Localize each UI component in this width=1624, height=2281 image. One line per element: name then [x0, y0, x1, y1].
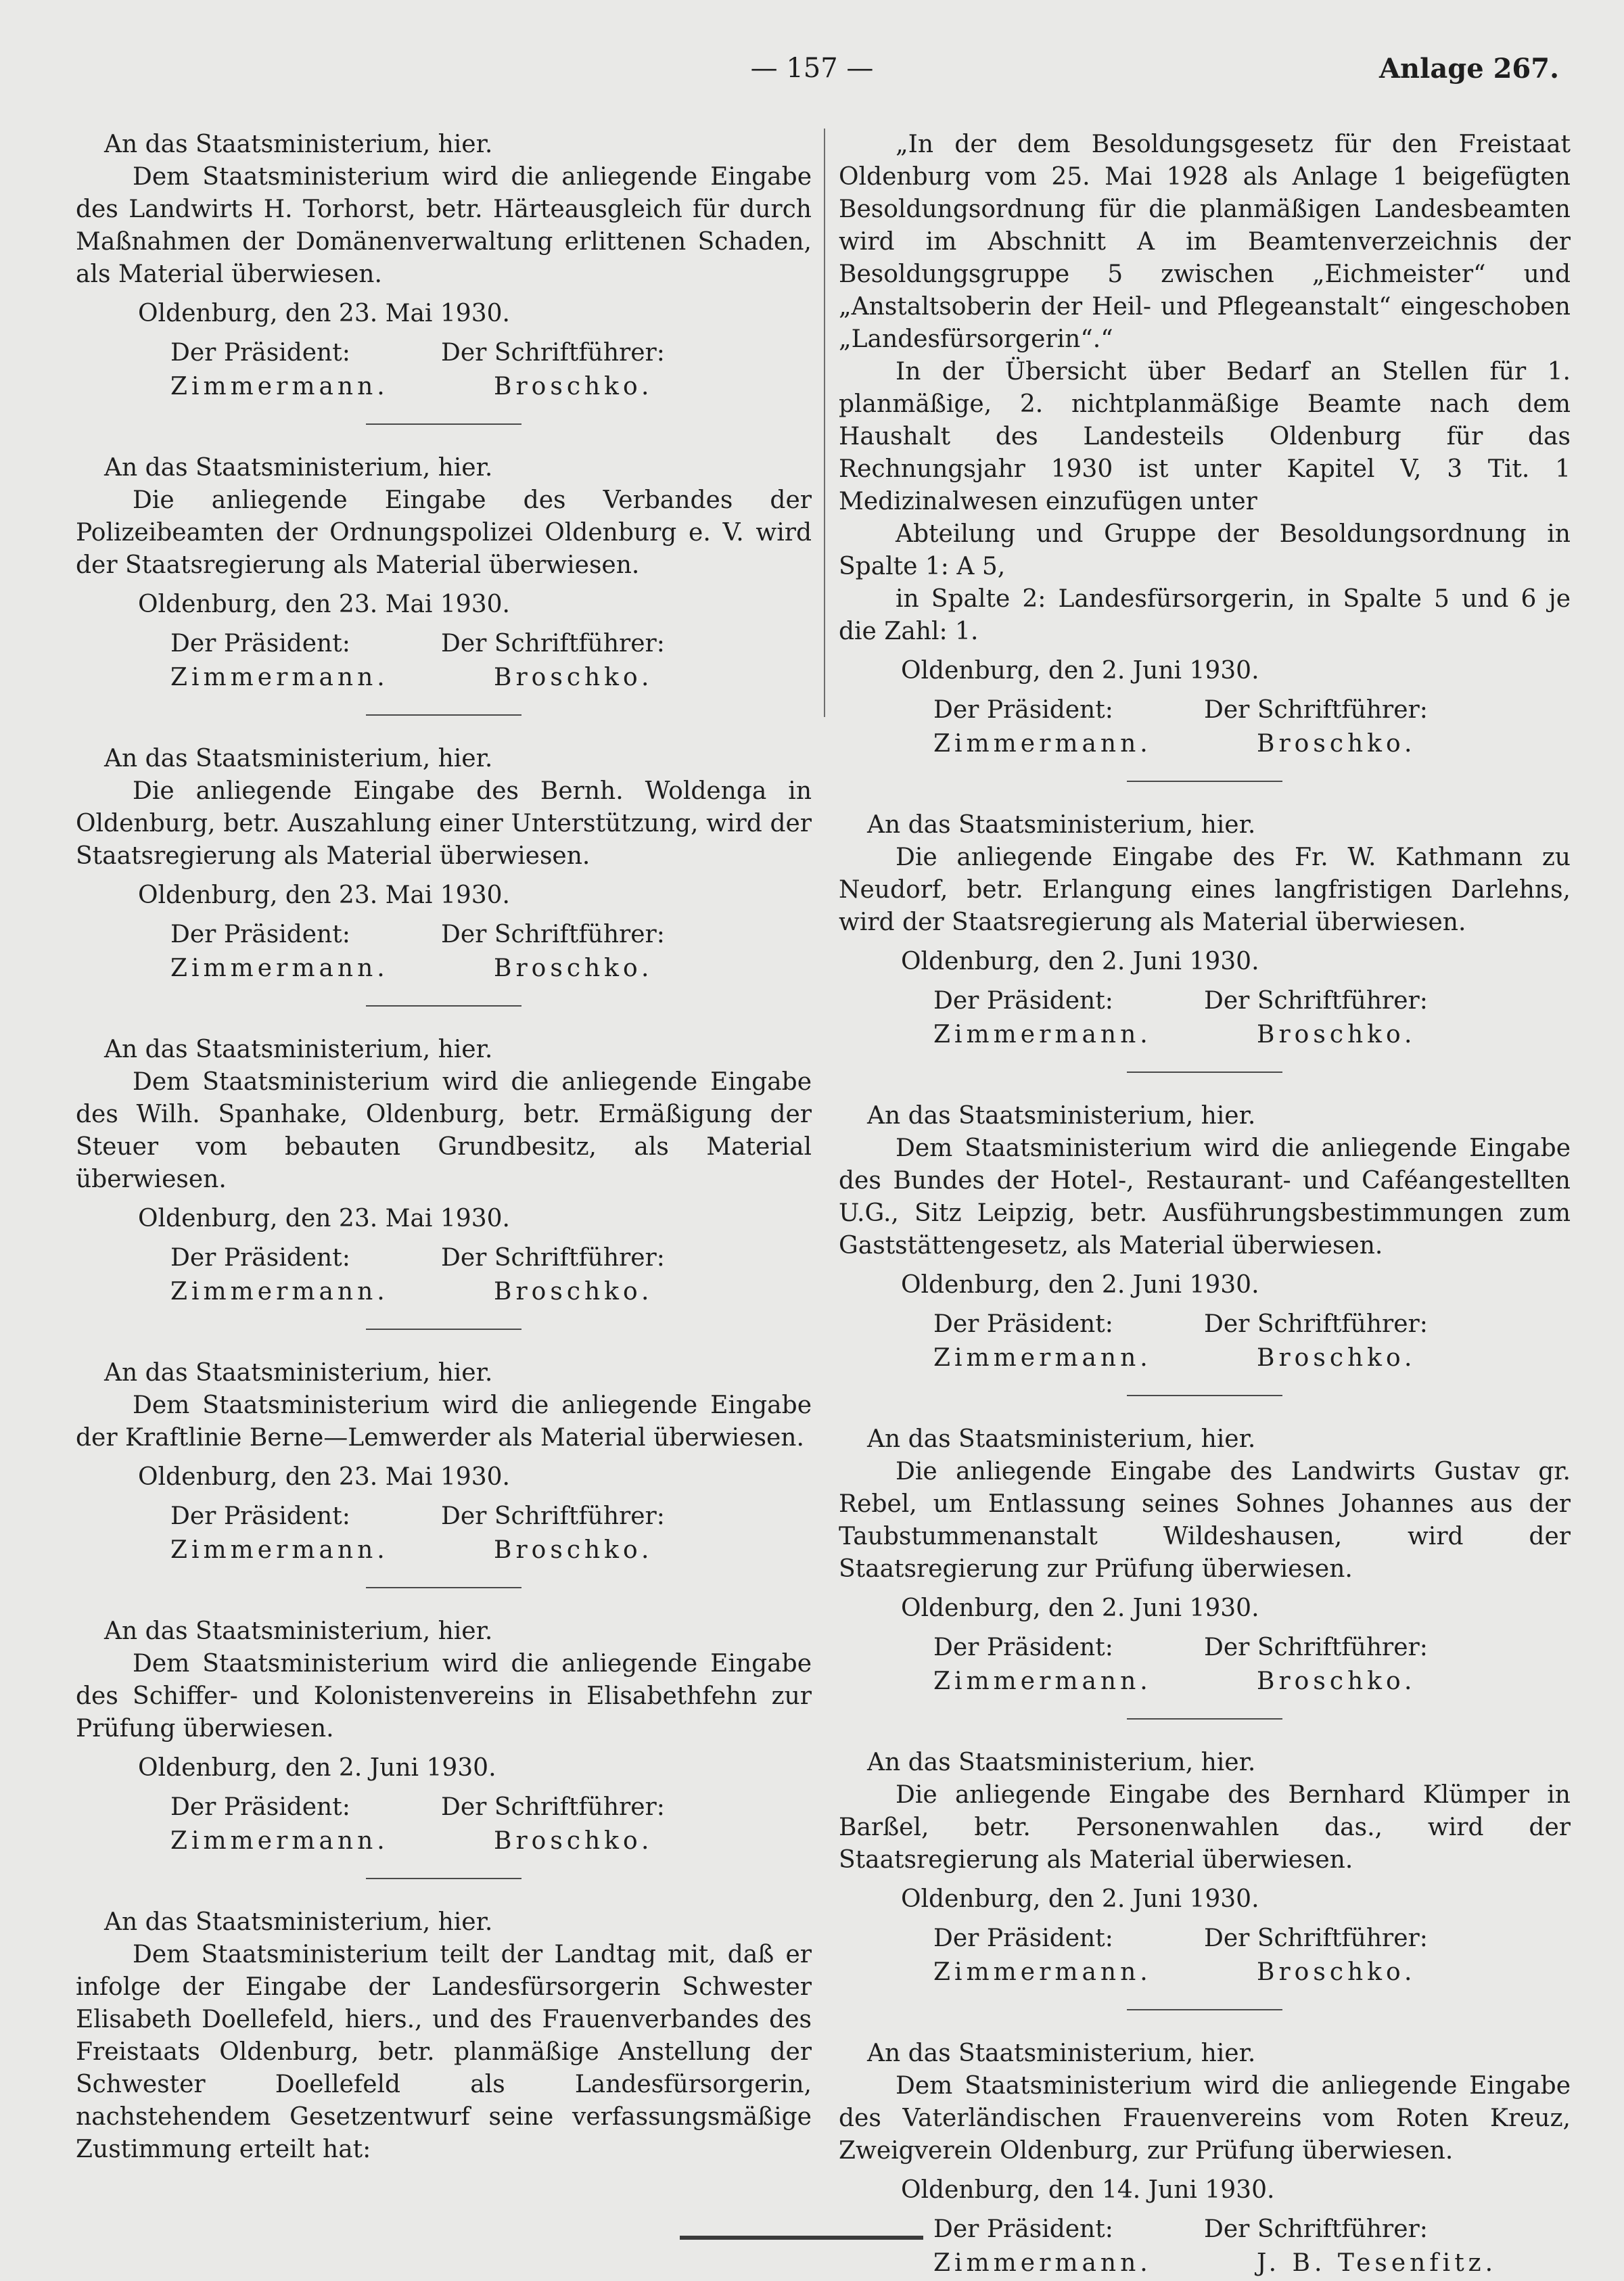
entry	[76, 1357, 812, 1588]
entry-address: An das Staatsministerium, hier.	[104, 1359, 493, 1387]
entry-address: An das Staatsministerium, hier.	[867, 2040, 1256, 2067]
secretary-title: Der Schriftführer:	[1204, 987, 1428, 1015]
page-number: — 157 —	[750, 53, 874, 84]
entry-body: Dem Staatsministerium wird die anliegende Eingabe des Landwirts H. Torhorst, betr. Härteausgleich für durch Maßnahmen der Domänenverwaltung erlittenen Schaden, als Material überwiesen.	[76, 163, 812, 288]
entry-address: An das Staatsministerium, hier.	[867, 811, 1256, 839]
secretary-title: Der Schriftführer:	[1204, 1634, 1428, 1661]
signature-titles	[839, 2213, 1571, 2246]
entry-date: Oldenburg, den 23. Mai 1930.	[138, 881, 510, 909]
president-title: Der Präsident:	[170, 630, 350, 658]
entry-continuation	[839, 129, 1571, 782]
separator-rule	[366, 714, 521, 716]
signature-titles	[76, 628, 812, 660]
secretary-name: Broschko.	[494, 954, 653, 982]
signature-titles	[76, 1791, 812, 1824]
entry-address: An das Staatsministerium, hier.	[104, 1617, 493, 1645]
overview-text: In der Übersicht über Bedarf an Stellen für 1. planmäßige, 2. nichtplanmäßige Beamte nach dem Haushalt des Landesteils Oldenburg für das Rechnungsjahr 1930 ist unter Kapitel V, 3 Tit. 1 Medizinalwesen einzufügen unter	[839, 358, 1571, 515]
signature-titles	[839, 1922, 1571, 1955]
entry-date: Oldenburg, den 2. Juni 1930.	[901, 1594, 1259, 1622]
entry	[839, 1423, 1571, 1720]
signature-names	[839, 2247, 1571, 2280]
secretary-title: Der Schriftführer:	[441, 1244, 665, 1272]
entry	[76, 1615, 812, 1879]
president-name: Zimmermann.	[170, 1827, 389, 1855]
secretary-title: Der Schriftführer:	[441, 921, 665, 948]
entry-address: An das Staatsministerium, hier.	[867, 1749, 1256, 1776]
page-header	[0, 46, 1624, 93]
entry	[76, 129, 812, 425]
president-name: Zimmermann.	[170, 1536, 389, 1564]
secretary-name: Broschko.	[494, 373, 653, 400]
signature-names	[76, 1825, 812, 1858]
president-title: Der Präsident:	[170, 1502, 350, 1530]
president-name: Zimmermann.	[170, 954, 389, 982]
entry	[76, 1906, 812, 2166]
bottom-rule	[680, 2236, 923, 2240]
entry-address: An das Staatsministerium, hier.	[104, 1036, 493, 1063]
president-title: Der Präsident:	[170, 1793, 350, 1821]
entry-body: Die anliegende Eingabe des Bernhard Klümper in Barßel, betr. Personenwahlen das., wird der Staatsregierung als Material überwiesen.	[839, 1781, 1571, 1874]
president-title: Der Präsident:	[933, 1634, 1113, 1661]
entry-date: Oldenburg, den 2. Juni 1930.	[901, 1271, 1259, 1299]
entry-body: Dem Staatsministerium wird die anliegende Eingabe des Wilh. Spanhake, Oldenburg, betr. Ermäßigung der Steuer vom bebauten Grundbesitz, als Material überwiesen.	[76, 1068, 812, 1193]
signature-titles	[76, 1242, 812, 1274]
entry-date: Oldenburg, den 23. Mai 1930.	[138, 300, 510, 327]
separator-rule	[1127, 1395, 1282, 1396]
secretary-name: Broschko.	[494, 1827, 653, 1855]
president-name: Zimmermann.	[933, 1667, 1152, 1695]
president-title: Der Präsident:	[933, 696, 1113, 724]
separator-rule	[366, 1587, 521, 1588]
president-title: Der Präsident:	[170, 921, 350, 948]
secretary-title: Der Schriftführer:	[441, 1793, 665, 1821]
president-name: Zimmermann.	[933, 2249, 1152, 2277]
signature-names	[839, 1342, 1571, 1375]
secretary-name: J. B. Tesenfitz.	[1257, 2249, 1498, 2277]
secretary-name: Broschko.	[494, 1278, 653, 1306]
entry-date: Oldenburg, den 2. Juni 1930.	[901, 948, 1259, 975]
signature-names	[76, 1276, 812, 1308]
secretary-name: Broschko.	[1257, 1344, 1416, 1372]
entry-date: Oldenburg, den 23. Mai 1930.	[138, 591, 510, 618]
signature-titles	[839, 985, 1571, 1017]
entry-address: An das Staatsministerium, hier.	[104, 454, 493, 482]
secretary-name: Broschko.	[1257, 1021, 1416, 1049]
secretary-name: Broschko.	[494, 664, 653, 691]
left-column	[76, 129, 812, 2166]
entry-body: Die anliegende Eingabe des Fr. W. Kathmann zu Neudorf, betr. Erlangung eines langfristigen Darlehns, wird der Staatsregierung als Material überwiesen.	[839, 844, 1571, 936]
president-title: Der Präsident:	[170, 1244, 350, 1272]
entry-body: Die anliegende Eingabe des Bernh. Woldenga in Oldenburg, betr. Auszahlung einer Unterstützung, wird der Staatsregierung als Material überwiesen.	[76, 777, 812, 870]
entry	[839, 809, 1571, 1073]
entry-body: Dem Staatsministerium wird die anliegende Eingabe des Bundes der Hotel-, Restaurant- und Caféangestellten U.G., Sitz Leipzig, betr. Ausführungsbestimmungen zum Gaststättengesetz, als Material überwiesen.	[839, 1134, 1571, 1260]
column2-text: in Spalte 2: Landesfürsorgerin, in Spalte 5 und 6 je die Zahl: 1.	[839, 585, 1571, 645]
separator-rule	[366, 423, 521, 425]
secretary-title: Der Schriftführer:	[441, 630, 665, 658]
secretary-title: Der Schriftführer:	[441, 1502, 665, 1530]
president-name: Zimmermann.	[933, 1958, 1152, 1986]
president-title: Der Präsident:	[933, 2215, 1113, 2243]
entry-date: Oldenburg, den 2. Juni 1930.	[901, 1885, 1259, 1913]
signature-names	[76, 952, 812, 985]
signature-titles	[76, 1500, 812, 1533]
separator-rule	[366, 1878, 521, 1879]
president-name: Zimmermann.	[933, 730, 1152, 758]
secretary-name: Broschko.	[1257, 1958, 1416, 1986]
signature-titles	[76, 337, 812, 369]
secretary-title: Der Schriftführer:	[1204, 2215, 1428, 2243]
president-name: Zimmermann.	[933, 1344, 1152, 1372]
separator-rule	[1127, 1072, 1282, 1073]
separator-rule	[366, 1329, 521, 1330]
signature-names	[839, 1956, 1571, 1989]
president-title: Der Präsident:	[933, 987, 1113, 1015]
entry-address: An das Staatsministerium, hier.	[104, 745, 493, 773]
signature-names	[839, 1665, 1571, 1698]
president-name: Zimmermann.	[170, 1278, 389, 1306]
president-title: Der Präsident:	[933, 1925, 1113, 1952]
entry-body: Dem Staatsministerium wird die anliegende Eingabe der Kraftlinie Berne—Lemwerder als Material überwiesen.	[76, 1391, 812, 1452]
entry-address: An das Staatsministerium, hier.	[104, 1908, 493, 1936]
entry-date: Oldenburg, den 2. Juni 1930.	[138, 1754, 496, 1782]
secretary-name: Broschko.	[494, 1536, 653, 1564]
entry-date: Oldenburg, den 2. Juni 1930.	[901, 657, 1259, 685]
secretary-title: Der Schriftführer:	[1204, 1925, 1428, 1952]
right-column	[839, 129, 1571, 2280]
entry	[839, 2037, 1571, 2280]
entry	[839, 1747, 1571, 2010]
president-title: Der Präsident:	[933, 1310, 1113, 1338]
signature-names	[76, 662, 812, 694]
entry-address: An das Staatsministerium, hier.	[867, 1102, 1256, 1130]
entry-date: Oldenburg, den 23. Mai 1930.	[138, 1463, 510, 1491]
separator-rule	[1127, 781, 1282, 782]
entry	[76, 452, 812, 716]
signature-names	[839, 1019, 1571, 1051]
secretary-name: Broschko.	[1257, 1667, 1416, 1695]
signature-names	[76, 371, 812, 403]
president-title: Der Präsident:	[170, 339, 350, 367]
entry-date: Oldenburg, den 14. Juni 1930.	[901, 2176, 1275, 2204]
entry-body: Dem Staatsministerium teilt der Landtag mit, daß er infolge der Eingabe der Landesfürsorgerin Schwester Elisabeth Doellefeld, hiers., und des Frauenverbandes des Freistaats Oldenburg, betr. planmäßige Anstellung der Schwester Doellefeld als Landesfürsorgerin, nachstehendem Gesetzentwurf seine verfassungsmäßige Zustimmung erteilt hat:	[76, 1941, 812, 2163]
secretary-title: Der Schriftführer:	[1204, 1310, 1428, 1338]
signature-names	[839, 728, 1571, 760]
signature-titles	[839, 1308, 1571, 1341]
president-name: Zimmermann.	[170, 664, 389, 691]
president-name: Zimmermann.	[933, 1021, 1152, 1049]
annex-label: Anlage 267.	[1379, 53, 1559, 85]
secretary-name: Broschko.	[1257, 730, 1416, 758]
signature-titles	[839, 1632, 1571, 1664]
entry-address: An das Staatsministerium, hier.	[867, 1425, 1256, 1453]
entry	[839, 1100, 1571, 1396]
entry	[76, 1034, 812, 1330]
entry-address: An das Staatsministerium, hier.	[104, 131, 493, 158]
signature-titles	[839, 694, 1571, 727]
separator-rule	[366, 1005, 521, 1007]
entry	[76, 743, 812, 1007]
entry-body: Dem Staatsministerium wird die anliegende Eingabe des Vaterländischen Frauenvereins vom Roten Kreuz, Zweigverein Oldenburg, zur Prüfung überwiesen.	[839, 2072, 1571, 2165]
signature-names	[76, 1534, 812, 1567]
entry-date: Oldenburg, den 23. Mai 1930.	[138, 1205, 510, 1232]
entry-body: Die anliegende Eingabe des Verbandes der Polizeibeamten der Ordnungspolizei Oldenburg e. V. wird der Staatsregierung als Material überwiesen.	[76, 486, 812, 579]
separator-rule	[1127, 2009, 1282, 2010]
president-name: Zimmermann.	[170, 373, 389, 400]
secretary-title: Der Schriftführer:	[1204, 696, 1428, 724]
secretary-title: Der Schriftführer:	[441, 339, 665, 367]
column-divider	[824, 129, 825, 717]
entry-body: Die anliegende Eingabe des Landwirts Gustav gr. Rebel, um Entlassung seines Sohnes Johannes aus der Taubstummenanstalt Wildeshausen, wird der Staatsregierung zur Prüfung überwiesen.	[839, 1458, 1571, 1583]
separator-rule	[1127, 1718, 1282, 1720]
column1-text: Abteilung und Gruppe der Besoldungsordnung in Spalte 1: A 5,	[839, 520, 1571, 580]
signature-titles	[76, 919, 812, 951]
law-text: „In der dem Besoldungsgesetz für den Freistaat Oldenburg vom 25. Mai 1928 als Anlage 1 beigefügten Besoldungsordnung für die planmäßigen Landesbeamten wird im Abschnitt A im Beamtenverzeichnis der Besoldungsgruppe 5 zwischen „Eichmeister“ und „Anstaltsoberin der Heil- und Pflegeanstalt“ eingeschoben „Landesfürsorgerin“.“	[839, 131, 1571, 353]
entry-body: Dem Staatsministerium wird die anliegende Eingabe des Schiffer- und Kolonistenvereins in Elisabethfehn zur Prüfung überwiesen.	[76, 1650, 812, 1743]
